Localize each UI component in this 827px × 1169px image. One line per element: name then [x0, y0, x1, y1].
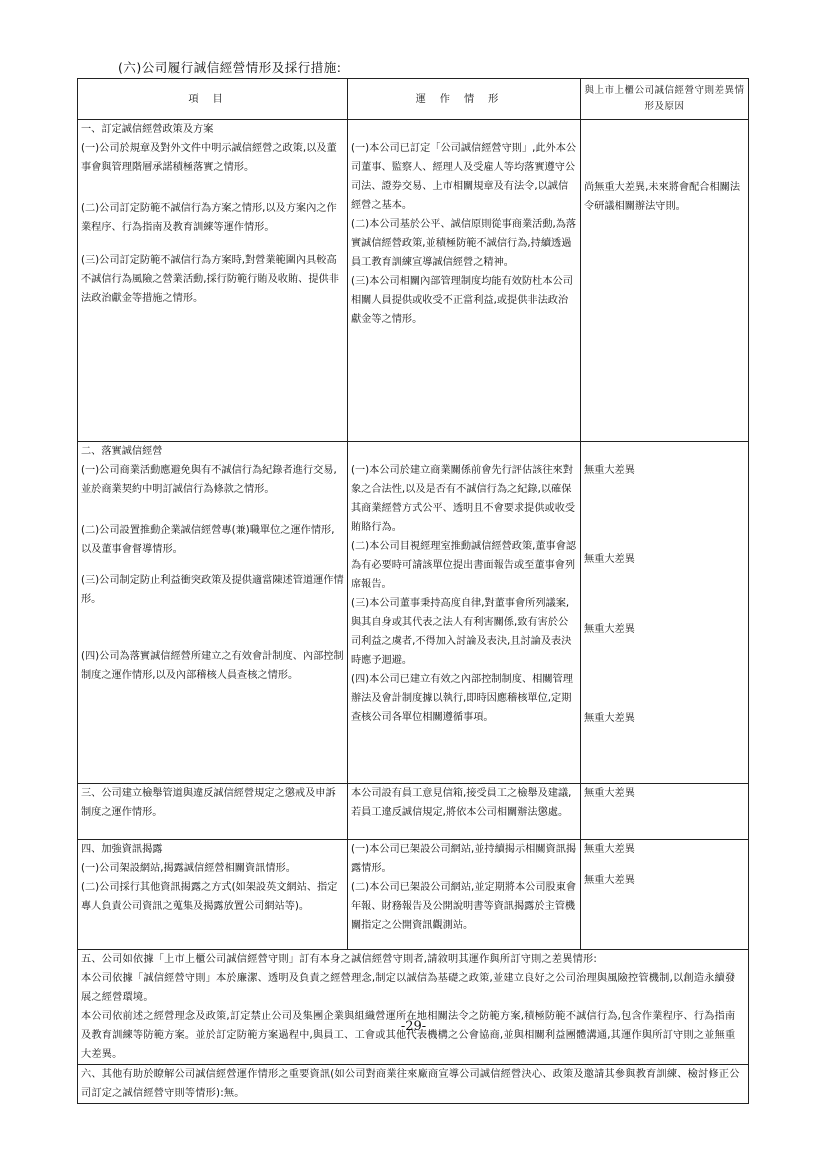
item-text: (一)公司架設網站,揭露誠信經營相關資訊情形。 — [81, 863, 296, 874]
header-operation: 運作情形 — [348, 79, 581, 120]
operation-cell — [348, 840, 581, 950]
operation-cell: 本公司設有員工意見信箱,接受員工之檢舉及建議,若員工違反誠信規定,將依本公司相關辦法懲處。 — [348, 784, 581, 840]
item-text: (一)公司商業活動應避免與有不誠信行為紀錄者進行交易,並於商業契約中明訂誠信行為條款之情形。 — [81, 465, 337, 495]
header-difference: 與上市上櫃公司誠信經營守則差異情形及原因 — [581, 79, 749, 120]
difference-text: 無重大差異 — [584, 875, 635, 886]
operation-text: (一)本公司已訂定「公司誠信經營守則」,此外本公司董事、監察人、經理人及受雇人等均落實遵守公司法、證券交易、上市相關規章及有法令,以誠信經營之基本。 — [351, 143, 577, 211]
item-text: (三)公司訂定防範不誠信行為方案時,對營業範圍內具較高不誠信行為風險之營業活動,採行防範行賄及收賄、提供非法政治獻金等措施之情形。 — [81, 255, 339, 304]
operation-text: (四)本公司已建立有效之內部控制制度、相關管理辦法及會計制度據以執行,即時因應稽核單位,定期查核公司各單位相關遵循事項。 — [351, 674, 573, 723]
summary-paragraph: 本公司依據「誠信經營守則」本於廉潔、透明及負責之經營理念,制定以誠信為基礎之政策,並建立良好之公司治理與風險控管機制,以創造永續發展之經營環境。 — [81, 973, 736, 1003]
header-item: 項目 — [78, 79, 348, 120]
difference-cell — [581, 442, 749, 784]
table-row — [78, 784, 749, 840]
difference-text: 無重大差異 — [584, 465, 635, 476]
difference-text: 尚無重大差異,未來將會配合相關法令研議相關辦法守則。 — [584, 182, 741, 212]
operation-text: (二)本公司目視經理室推動誠信經營政策,董事會認為有必要時可請該單位提出書面報告或至董事會列席報告。 — [351, 541, 577, 590]
operation-text: (一)本公司於建立商業關係前會先行評估該往來對象之合法性,以及是否有不誠信行為之紀錄,以確保其商業經營方式公平、透明且不會要求提供或收受賄賂行為。 — [351, 465, 576, 533]
spacer — [81, 499, 344, 521]
item-cell: 三、公司建立檢舉管道與違反誠信經營規定之懲戒及申訴制度之運作情形。 — [78, 784, 348, 840]
spacer — [584, 639, 745, 709]
difference-cell — [581, 840, 749, 950]
item-text: (二)公司訂定防範不誠信行為方案之情形,以及方案內之作業程序、行為指南及教育訓練等運作情形。 — [81, 203, 337, 233]
operation-cell — [348, 442, 581, 784]
section-title: 二、落實誠信經營 — [81, 446, 163, 457]
difference-text: 無重大差異 — [584, 844, 635, 855]
difference-text: 無重大差異 — [584, 713, 635, 724]
item-text: (一)公司於規章及對外文件中明示誠信經營之政策,以及董事會與管理階層承諾積極落實之情形。 — [81, 143, 337, 173]
page-number: -29- — [400, 1019, 427, 1034]
table-row — [78, 442, 749, 784]
spacer — [81, 559, 344, 571]
item-text: (二)公司設置推動企業誠信經營專(兼)職單位之運作情形,以及董事會督導情形。 — [81, 525, 335, 555]
summary-cell — [78, 950, 749, 1065]
table-header-row — [78, 79, 749, 120]
difference-cell: 無重大差異 — [581, 784, 749, 840]
difference-text: 無重大差異 — [584, 554, 635, 565]
operation-text: (一)本公司已架設公司網站,並持續揭示相關資訊揭露情形。 — [351, 844, 577, 874]
item-cell — [78, 120, 348, 442]
operation-text: (三)本公司董事秉持高度自律,對董事會所列議案,與其自身或其代表之法人有利害關係,致有害於公司利益之虞者,不得加入討論及表決,且討論及表決時應予迴避。 — [351, 598, 572, 666]
section-heading: (六)公司履行誠信經營情形及採行措施: — [118, 60, 342, 75]
spacer — [584, 569, 745, 620]
item-text: (三)公司制定防止利益衝突政策及提供適當陳述管道運作情形。 — [81, 575, 344, 605]
spacer — [81, 177, 344, 199]
spacer — [81, 237, 344, 251]
spacer — [81, 609, 344, 647]
operation-text: (二)本公司已架設公司網站,並定期將本公司股東會年報、財務報告及公開說明書等資訊揭露於主管機關指定之公開資訊觀測站。 — [351, 882, 577, 931]
operation-text: (二)本公司基於公平、誠信原則從事商業活動,為落實誠信經營政策,並積極防範不誠信行為,持續透過員工教育訓練宣導誠信經營之精神。 — [351, 219, 577, 268]
difference-text: 無重大差異 — [584, 624, 635, 635]
integrity-table — [77, 78, 749, 1104]
table-row — [78, 950, 749, 1065]
summary-title: 五、公司如依據「上市上櫃公司誠信經營守則」訂有本身之誠信經營守則者,請敘明其運作與所訂守則之差異情形: — [81, 954, 598, 965]
table-row — [78, 120, 749, 442]
item-cell — [78, 840, 348, 950]
summary-paragraph: 本公司依前述之經營理念及政策,訂定禁止公司及集團企業與組織營運所在地相關法令之防範方案,積極防範不誠信行為,包含作業程序、行為指南及教育訓練等防範方案。並於訂定防範方案過程中,與員工、工會或其他代表機構之公會協商,並與相關利益團體溝通,其運作與所訂守則之並無重大差異。 — [81, 1011, 736, 1060]
item-text: (二)公司採行其他資訊揭露之方式(如架設英文網站、指定專人負責公司資訊之蒐集及揭露放置公司網站等)。 — [81, 882, 338, 912]
item-text: (四)公司為落實誠信經營所建立之有效會計制度、內部控制制度之運作情形,以及內部稽核人員查核之情形。 — [81, 651, 344, 681]
item-cell — [78, 442, 348, 784]
table-row — [78, 1065, 749, 1104]
spacer — [584, 480, 745, 550]
other-info-cell: 六、其他有助於瞭解公司誠信經營運作情形之重要資訊(如公司對商業往來廠商宣導公司誠信經營決心、政策及邀請其參與教育訓練、檢討修正公司訂定之誠信經營守則等情形):無。 — [78, 1065, 749, 1104]
table-row — [78, 840, 749, 950]
spacer — [584, 859, 745, 871]
operation-text: (三)本公司相關內部管理制度均能有效防杜本公司相關人員提供或收受不正當利益,或提供非法政治獻金等之情形。 — [351, 276, 573, 325]
section-title: 一、訂定誠信經營政策及方案 — [81, 124, 214, 135]
section-title: 四、加強資訊揭露 — [81, 844, 163, 855]
difference-cell — [581, 120, 749, 442]
operation-cell — [348, 120, 581, 442]
